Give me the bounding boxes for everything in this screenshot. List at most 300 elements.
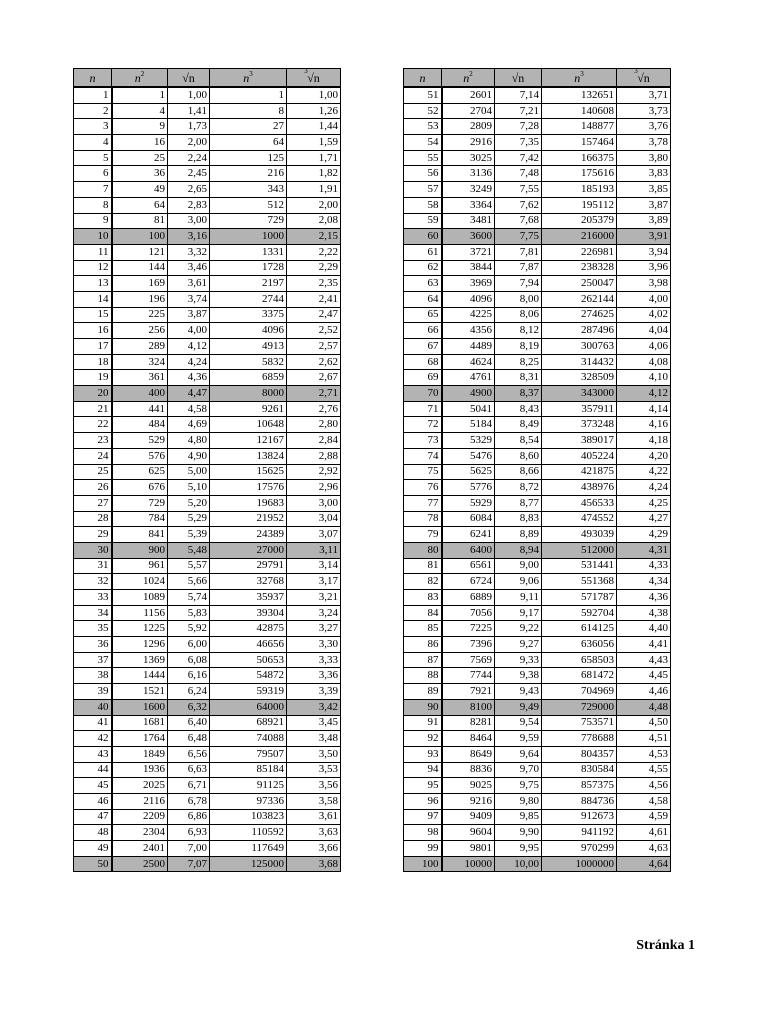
cell-n-squared: 9025 bbox=[442, 778, 495, 794]
cell-n-cubed: 74088 bbox=[210, 731, 287, 747]
cell-n: 58 bbox=[404, 197, 442, 213]
table-row bbox=[404, 87, 671, 103]
cell-square-root: 5,74 bbox=[168, 590, 210, 606]
table-row bbox=[404, 197, 671, 213]
cell-n-cubed: 456533 bbox=[542, 495, 617, 511]
cell-n-squared: 529 bbox=[112, 433, 168, 449]
table-row bbox=[404, 668, 671, 684]
table-row bbox=[404, 401, 671, 417]
cell-square-root: 2,83 bbox=[168, 197, 210, 213]
cell-n-squared: 1 bbox=[112, 87, 168, 103]
header-cube-root: 3 √n bbox=[617, 69, 671, 88]
cell-n-cubed: 110592 bbox=[210, 825, 287, 841]
cell-n-cubed: 1331 bbox=[210, 244, 287, 260]
cell-cube-root: 3,58 bbox=[287, 793, 341, 809]
cell-cube-root: 4,58 bbox=[617, 793, 671, 809]
table-row bbox=[74, 229, 341, 245]
cell-n-squared: 3600 bbox=[442, 229, 495, 245]
table-row bbox=[404, 731, 671, 747]
table-row bbox=[74, 339, 341, 355]
cell-n: 82 bbox=[404, 574, 442, 590]
cell-n-cubed: 314432 bbox=[542, 354, 617, 370]
cell-cube-root: 4,08 bbox=[617, 354, 671, 370]
cell-cube-root: 1,26 bbox=[287, 103, 341, 119]
cell-square-root: 9,95 bbox=[495, 841, 542, 857]
cell-square-root: 9,43 bbox=[495, 684, 542, 700]
cell-square-root: 7,00 bbox=[168, 841, 210, 857]
cell-square-root: 6,63 bbox=[168, 762, 210, 778]
table-row bbox=[74, 637, 341, 653]
cell-cube-root: 4,14 bbox=[617, 401, 671, 417]
cell-cube-root: 4,18 bbox=[617, 433, 671, 449]
table-row bbox=[404, 637, 671, 653]
cell-n-squared: 484 bbox=[112, 417, 168, 433]
cell-cube-root: 4,12 bbox=[617, 386, 671, 402]
cell-n-squared: 2916 bbox=[442, 135, 495, 151]
cell-cube-root: 3,83 bbox=[617, 166, 671, 182]
cell-n: 89 bbox=[404, 684, 442, 700]
table-body bbox=[404, 87, 671, 872]
table-row bbox=[404, 652, 671, 668]
cell-n: 39 bbox=[74, 684, 112, 700]
cell-n: 60 bbox=[404, 229, 442, 245]
table-row bbox=[74, 103, 341, 119]
cell-n-cubed: 531441 bbox=[542, 558, 617, 574]
cell-n-squared: 400 bbox=[112, 386, 168, 402]
cell-cube-root: 2,08 bbox=[287, 213, 341, 229]
cell-n-cubed: 29791 bbox=[210, 558, 287, 574]
cell-n: 3 bbox=[74, 119, 112, 135]
cell-cube-root: 4,22 bbox=[617, 464, 671, 480]
cell-square-root: 7,68 bbox=[495, 213, 542, 229]
cell-square-root: 8,00 bbox=[495, 291, 542, 307]
header-square-root: √n bbox=[495, 69, 542, 88]
table-row bbox=[74, 307, 341, 323]
cell-square-root: 9,85 bbox=[495, 809, 542, 825]
cell-n-squared: 9801 bbox=[442, 841, 495, 857]
cell-cube-root: 4,25 bbox=[617, 495, 671, 511]
table-row bbox=[74, 448, 341, 464]
cell-n-squared: 5329 bbox=[442, 433, 495, 449]
cell-n: 19 bbox=[74, 370, 112, 386]
cell-n: 35 bbox=[74, 621, 112, 637]
cell-n-cubed: 343000 bbox=[542, 386, 617, 402]
cell-cube-root: 4,43 bbox=[617, 652, 671, 668]
cell-n-squared: 9409 bbox=[442, 809, 495, 825]
table-row bbox=[404, 417, 671, 433]
cell-square-root: 7,81 bbox=[495, 244, 542, 260]
cell-n-cubed: 50653 bbox=[210, 652, 287, 668]
cell-square-root: 9,54 bbox=[495, 715, 542, 731]
cell-n: 34 bbox=[74, 605, 112, 621]
cell-n: 62 bbox=[404, 260, 442, 276]
cell-n-cubed: 373248 bbox=[542, 417, 617, 433]
cell-cube-root: 3,89 bbox=[617, 213, 671, 229]
cell-cube-root: 3,14 bbox=[287, 558, 341, 574]
cell-square-root: 5,20 bbox=[168, 495, 210, 511]
cell-square-root: 3,61 bbox=[168, 276, 210, 292]
table-row bbox=[404, 386, 671, 402]
table-row bbox=[74, 684, 341, 700]
table-n-1-50 bbox=[73, 68, 341, 872]
table-row bbox=[404, 684, 671, 700]
cell-n-cubed: 238328 bbox=[542, 260, 617, 276]
cell-n: 40 bbox=[74, 699, 112, 715]
table-row bbox=[74, 590, 341, 606]
table-row bbox=[74, 511, 341, 527]
cell-n-cubed: 205379 bbox=[542, 213, 617, 229]
cell-cube-root: 3,27 bbox=[287, 621, 341, 637]
cell-cube-root: 2,84 bbox=[287, 433, 341, 449]
cell-n: 78 bbox=[404, 511, 442, 527]
cell-n: 68 bbox=[404, 354, 442, 370]
cell-square-root: 8,54 bbox=[495, 433, 542, 449]
cell-n-squared: 6561 bbox=[442, 558, 495, 574]
table-row bbox=[404, 746, 671, 762]
cell-n-cubed: 10648 bbox=[210, 417, 287, 433]
cell-n-squared: 6084 bbox=[442, 511, 495, 527]
cell-cube-root: 4,29 bbox=[617, 527, 671, 543]
cell-n: 20 bbox=[74, 386, 112, 402]
cell-n-cubed: 21952 bbox=[210, 511, 287, 527]
cell-cube-root: 3,80 bbox=[617, 150, 671, 166]
cell-square-root: 3,16 bbox=[168, 229, 210, 245]
cell-n-squared: 1444 bbox=[112, 668, 168, 684]
table-row bbox=[404, 778, 671, 794]
cell-n: 31 bbox=[74, 558, 112, 574]
cell-n-cubed: 64000 bbox=[210, 699, 287, 715]
cell-n-squared: 625 bbox=[112, 464, 168, 480]
cell-n: 42 bbox=[74, 731, 112, 747]
table-row bbox=[404, 480, 671, 496]
cell-n-cubed: 166375 bbox=[542, 150, 617, 166]
cell-cube-root: 4,06 bbox=[617, 339, 671, 355]
cell-cube-root: 3,33 bbox=[287, 652, 341, 668]
cell-square-root: 8,89 bbox=[495, 527, 542, 543]
cell-cube-root: 3,98 bbox=[617, 276, 671, 292]
cell-n-squared: 4096 bbox=[442, 291, 495, 307]
cell-n-squared: 6241 bbox=[442, 527, 495, 543]
cell-n: 1 bbox=[74, 87, 112, 103]
cell-n: 8 bbox=[74, 197, 112, 213]
cell-n: 77 bbox=[404, 495, 442, 511]
cell-n-cubed: 185193 bbox=[542, 182, 617, 198]
cell-cube-root: 3,39 bbox=[287, 684, 341, 700]
cell-n: 33 bbox=[74, 590, 112, 606]
cell-n: 38 bbox=[74, 668, 112, 684]
cell-square-root: 2,45 bbox=[168, 166, 210, 182]
cell-n-squared: 8464 bbox=[442, 731, 495, 747]
cell-n: 24 bbox=[74, 448, 112, 464]
cell-n-cubed: 79507 bbox=[210, 746, 287, 762]
cell-cube-root: 3,68 bbox=[287, 856, 341, 872]
cell-cube-root: 3,85 bbox=[617, 182, 671, 198]
cell-square-root: 8,49 bbox=[495, 417, 542, 433]
cell-n: 27 bbox=[74, 495, 112, 511]
cell-cube-root: 3,00 bbox=[287, 495, 341, 511]
cell-n-cubed: 262144 bbox=[542, 291, 617, 307]
cell-n: 83 bbox=[404, 590, 442, 606]
cell-n-squared: 324 bbox=[112, 354, 168, 370]
cell-n: 15 bbox=[74, 307, 112, 323]
cell-n-cubed: 4096 bbox=[210, 323, 287, 339]
cell-cube-root: 3,48 bbox=[287, 731, 341, 747]
cell-n-squared: 1849 bbox=[112, 746, 168, 762]
cell-square-root: 6,08 bbox=[168, 652, 210, 668]
cell-square-root: 3,74 bbox=[168, 291, 210, 307]
cell-n-squared: 3136 bbox=[442, 166, 495, 182]
cell-n-squared: 1369 bbox=[112, 652, 168, 668]
cell-n-squared: 3364 bbox=[442, 197, 495, 213]
table-row bbox=[74, 386, 341, 402]
table-row bbox=[404, 307, 671, 323]
cell-cube-root: 3,94 bbox=[617, 244, 671, 260]
cell-cube-root: 4,40 bbox=[617, 621, 671, 637]
table-row bbox=[74, 699, 341, 715]
cell-n-cubed: 216000 bbox=[542, 229, 617, 245]
table-row bbox=[404, 150, 671, 166]
cell-n-cubed: 729000 bbox=[542, 699, 617, 715]
cell-n: 43 bbox=[74, 746, 112, 762]
cell-n: 50 bbox=[74, 856, 112, 872]
cell-n: 25 bbox=[74, 464, 112, 480]
cell-n: 2 bbox=[74, 103, 112, 119]
cell-square-root: 9,90 bbox=[495, 825, 542, 841]
cell-square-root: 9,22 bbox=[495, 621, 542, 637]
cell-cube-root: 3,21 bbox=[287, 590, 341, 606]
table-row bbox=[74, 291, 341, 307]
cell-n: 41 bbox=[74, 715, 112, 731]
table-row bbox=[74, 856, 341, 872]
cell-n-squared: 2401 bbox=[112, 841, 168, 857]
cell-square-root: 8,60 bbox=[495, 448, 542, 464]
cell-n-cubed: 54872 bbox=[210, 668, 287, 684]
table-row bbox=[404, 793, 671, 809]
cell-n: 100 bbox=[404, 856, 442, 872]
cell-square-root: 9,49 bbox=[495, 699, 542, 715]
cell-n-squared: 2500 bbox=[112, 856, 168, 872]
cell-cube-root: 4,33 bbox=[617, 558, 671, 574]
cell-cube-root: 3,50 bbox=[287, 746, 341, 762]
cell-n-squared: 4489 bbox=[442, 339, 495, 355]
cell-square-root: 9,33 bbox=[495, 652, 542, 668]
cell-n: 69 bbox=[404, 370, 442, 386]
header-n-squared: $n^2$ bbox=[442, 69, 495, 88]
cell-n-cubed: 493039 bbox=[542, 527, 617, 543]
cell-square-root: 8,12 bbox=[495, 323, 542, 339]
cell-n-squared: 9604 bbox=[442, 825, 495, 841]
cell-n: 6 bbox=[74, 166, 112, 182]
cell-square-root: 2,65 bbox=[168, 182, 210, 198]
cell-square-root: 9,64 bbox=[495, 746, 542, 762]
table-row bbox=[74, 370, 341, 386]
table-row bbox=[74, 354, 341, 370]
table-n-51-100 bbox=[403, 68, 671, 872]
cell-square-root: 7,28 bbox=[495, 119, 542, 135]
cell-n-cubed: 8000 bbox=[210, 386, 287, 402]
cell-n: 79 bbox=[404, 527, 442, 543]
cell-n-cubed: 970299 bbox=[542, 841, 617, 857]
cell-n-cubed: 195112 bbox=[542, 197, 617, 213]
cell-cube-root: 3,36 bbox=[287, 668, 341, 684]
cell-n: 81 bbox=[404, 558, 442, 574]
cell-square-root: 4,36 bbox=[168, 370, 210, 386]
cell-square-root: 9,75 bbox=[495, 778, 542, 794]
cell-cube-root: 2,88 bbox=[287, 448, 341, 464]
cell-cube-root: 4,38 bbox=[617, 605, 671, 621]
table-row bbox=[74, 558, 341, 574]
cell-n-cubed: 27000 bbox=[210, 542, 287, 558]
cell-cube-root: 3,17 bbox=[287, 574, 341, 590]
table-row bbox=[404, 291, 671, 307]
cell-n-cubed: 592704 bbox=[542, 605, 617, 621]
cell-n-squared: 8836 bbox=[442, 762, 495, 778]
cell-n-cubed: 1000 bbox=[210, 229, 287, 245]
cell-n-cubed: 681472 bbox=[542, 668, 617, 684]
cell-n: 64 bbox=[404, 291, 442, 307]
cell-n-cubed: 250047 bbox=[542, 276, 617, 292]
cell-n-cubed: 6859 bbox=[210, 370, 287, 386]
table-row bbox=[404, 433, 671, 449]
cell-cube-root: 2,71 bbox=[287, 386, 341, 402]
cell-n-cubed: 3375 bbox=[210, 307, 287, 323]
table-row bbox=[74, 605, 341, 621]
cell-cube-root: 3,30 bbox=[287, 637, 341, 653]
cell-n-squared: 7056 bbox=[442, 605, 495, 621]
cell-square-root: 4,58 bbox=[168, 401, 210, 417]
table-row bbox=[404, 339, 671, 355]
header-n: n bbox=[74, 69, 112, 88]
table-row bbox=[404, 699, 671, 715]
cell-n-squared: 1296 bbox=[112, 637, 168, 653]
cell-n-cubed: 405224 bbox=[542, 448, 617, 464]
table-row bbox=[74, 260, 341, 276]
table-row bbox=[404, 590, 671, 606]
cell-n-cubed: 132651 bbox=[542, 87, 617, 103]
table-row bbox=[404, 605, 671, 621]
cell-cube-root: 4,64 bbox=[617, 856, 671, 872]
cell-n: 5 bbox=[74, 150, 112, 166]
cell-cube-root: 3,73 bbox=[617, 103, 671, 119]
cell-n-squared: 6724 bbox=[442, 574, 495, 590]
cell-n-cubed: 91125 bbox=[210, 778, 287, 794]
cell-square-root: 4,24 bbox=[168, 354, 210, 370]
cell-n-squared: 4900 bbox=[442, 386, 495, 402]
cell-n-cubed: 148877 bbox=[542, 119, 617, 135]
cell-square-root: 6,00 bbox=[168, 637, 210, 653]
cell-square-root: 1,73 bbox=[168, 119, 210, 135]
cell-n: 87 bbox=[404, 652, 442, 668]
cell-cube-root: 2,29 bbox=[287, 260, 341, 276]
cell-cube-root: 2,96 bbox=[287, 480, 341, 496]
cell-n-squared: 8649 bbox=[442, 746, 495, 762]
cell-n-cubed: 15625 bbox=[210, 464, 287, 480]
cell-square-root: 8,06 bbox=[495, 307, 542, 323]
cell-n-cubed: 216 bbox=[210, 166, 287, 182]
cell-square-root: 4,90 bbox=[168, 448, 210, 464]
cell-n: 93 bbox=[404, 746, 442, 762]
cell-n: 10 bbox=[74, 229, 112, 245]
cell-square-root: 2,24 bbox=[168, 150, 210, 166]
cell-square-root: 6,71 bbox=[168, 778, 210, 794]
cell-n-cubed: 884736 bbox=[542, 793, 617, 809]
cell-n-squared: 361 bbox=[112, 370, 168, 386]
cell-n-squared: 7396 bbox=[442, 637, 495, 653]
table-row bbox=[74, 746, 341, 762]
cell-cube-root: 2,47 bbox=[287, 307, 341, 323]
cell-n-cubed: 328509 bbox=[542, 370, 617, 386]
cell-n-squared: 9216 bbox=[442, 793, 495, 809]
table-row bbox=[404, 119, 671, 135]
cell-n: 97 bbox=[404, 809, 442, 825]
cell-cube-root: 4,50 bbox=[617, 715, 671, 731]
header-cube-root: 3 √n bbox=[287, 69, 341, 88]
cell-n-squared: 4356 bbox=[442, 323, 495, 339]
cell-square-root: 6,86 bbox=[168, 809, 210, 825]
cell-square-root: 3,87 bbox=[168, 307, 210, 323]
table-row bbox=[404, 841, 671, 857]
cell-n-cubed: 551368 bbox=[542, 574, 617, 590]
cell-cube-root: 4,45 bbox=[617, 668, 671, 684]
table-body bbox=[74, 87, 341, 872]
cell-square-root: 4,80 bbox=[168, 433, 210, 449]
cell-n: 91 bbox=[404, 715, 442, 731]
cell-n-cubed: 125000 bbox=[210, 856, 287, 872]
cell-n: 85 bbox=[404, 621, 442, 637]
cell-cube-root: 3,91 bbox=[617, 229, 671, 245]
cell-n-cubed: 59319 bbox=[210, 684, 287, 700]
table-row bbox=[74, 433, 341, 449]
cell-square-root: 6,32 bbox=[168, 699, 210, 715]
cell-cube-root: 4,34 bbox=[617, 574, 671, 590]
header-square-root: √n bbox=[168, 69, 210, 88]
cell-n-cubed: 157464 bbox=[542, 135, 617, 151]
cell-square-root: 8,94 bbox=[495, 542, 542, 558]
cell-n: 13 bbox=[74, 276, 112, 292]
cell-n: 48 bbox=[74, 825, 112, 841]
cell-n: 49 bbox=[74, 841, 112, 857]
cell-n-cubed: 753571 bbox=[542, 715, 617, 731]
cell-cube-root: 2,35 bbox=[287, 276, 341, 292]
cell-n-cubed: 729 bbox=[210, 213, 287, 229]
cell-n-squared: 2209 bbox=[112, 809, 168, 825]
cell-n: 55 bbox=[404, 150, 442, 166]
cell-n: 46 bbox=[74, 793, 112, 809]
cell-n-cubed: 19683 bbox=[210, 495, 287, 511]
cell-n-squared: 576 bbox=[112, 448, 168, 464]
cell-n: 4 bbox=[74, 135, 112, 151]
cell-n-squared: 2601 bbox=[442, 87, 495, 103]
cell-n: 32 bbox=[74, 574, 112, 590]
cell-n: 70 bbox=[404, 386, 442, 402]
cell-cube-root: 4,20 bbox=[617, 448, 671, 464]
cell-n-squared: 7225 bbox=[442, 621, 495, 637]
cell-n-squared: 100 bbox=[112, 229, 168, 245]
table-row bbox=[404, 135, 671, 151]
header-n-cubed: $n^3$ bbox=[210, 69, 287, 88]
cell-cube-root: 2,22 bbox=[287, 244, 341, 260]
cell-cube-root: 3,71 bbox=[617, 87, 671, 103]
cell-n: 14 bbox=[74, 291, 112, 307]
cell-n-squared: 3025 bbox=[442, 150, 495, 166]
cell-n: 44 bbox=[74, 762, 112, 778]
cell-cube-root: 3,53 bbox=[287, 762, 341, 778]
cell-n-squared: 4 bbox=[112, 103, 168, 119]
cell-n-cubed: 389017 bbox=[542, 433, 617, 449]
cell-square-root: 5,39 bbox=[168, 527, 210, 543]
table-row bbox=[404, 103, 671, 119]
cell-n: 95 bbox=[404, 778, 442, 794]
